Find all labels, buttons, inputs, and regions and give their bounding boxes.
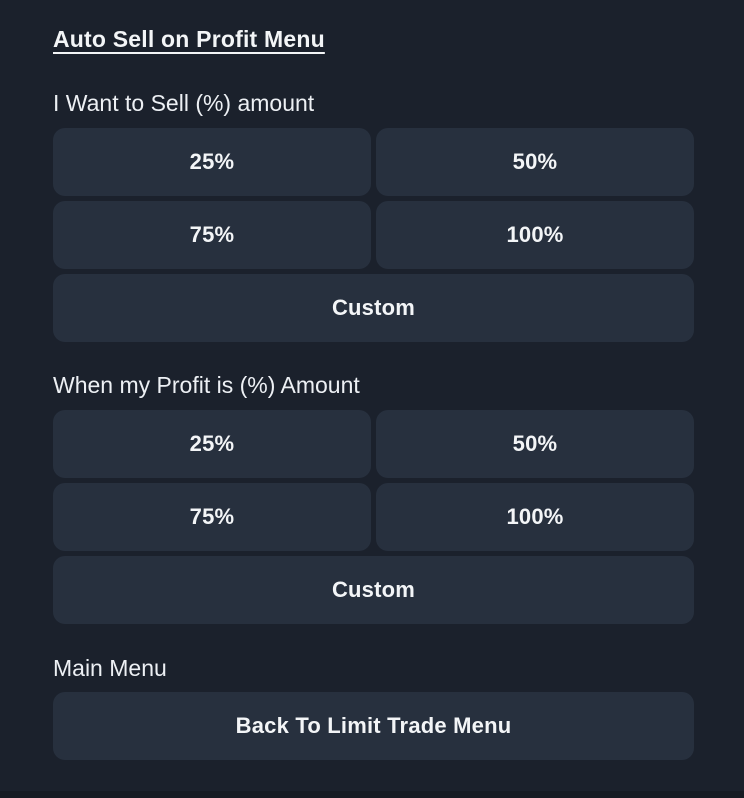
section-sell-amount bbox=[53, 88, 694, 342]
profit-amount-button-grid bbox=[53, 410, 694, 624]
sell-amount-button-grid bbox=[53, 128, 694, 342]
section-main-menu bbox=[53, 653, 694, 760]
section-label-profit-amount: When my Profit is (%) Amount bbox=[53, 372, 360, 398]
sell-amount-100-button[interactable]: 100% bbox=[376, 201, 694, 269]
back-to-limit-trade-menu-button[interactable]: Back To Limit Trade Menu bbox=[53, 692, 694, 760]
sell-amount-25-button[interactable]: 25% bbox=[53, 128, 371, 196]
sell-amount-custom-button[interactable]: Custom bbox=[53, 274, 694, 342]
page-title: Auto Sell on Profit Menu bbox=[53, 26, 325, 52]
section-label-main-menu: Main Menu bbox=[53, 655, 167, 681]
main-menu-button-grid bbox=[53, 692, 694, 760]
sell-amount-75-button[interactable]: 75% bbox=[53, 201, 371, 269]
section-label-sell-amount: I Want to Sell (%) amount bbox=[53, 90, 315, 116]
profit-amount-75-button[interactable]: 75% bbox=[53, 483, 371, 551]
profit-amount-custom-button[interactable]: Custom bbox=[53, 556, 694, 624]
profit-amount-100-button[interactable]: 100% bbox=[376, 483, 694, 551]
sell-amount-50-button[interactable]: 50% bbox=[376, 128, 694, 196]
profit-amount-50-button[interactable]: 50% bbox=[376, 410, 694, 478]
section-profit-amount bbox=[53, 370, 694, 624]
profit-amount-25-button[interactable]: 25% bbox=[53, 410, 371, 478]
bottom-edge-divider bbox=[0, 791, 744, 798]
